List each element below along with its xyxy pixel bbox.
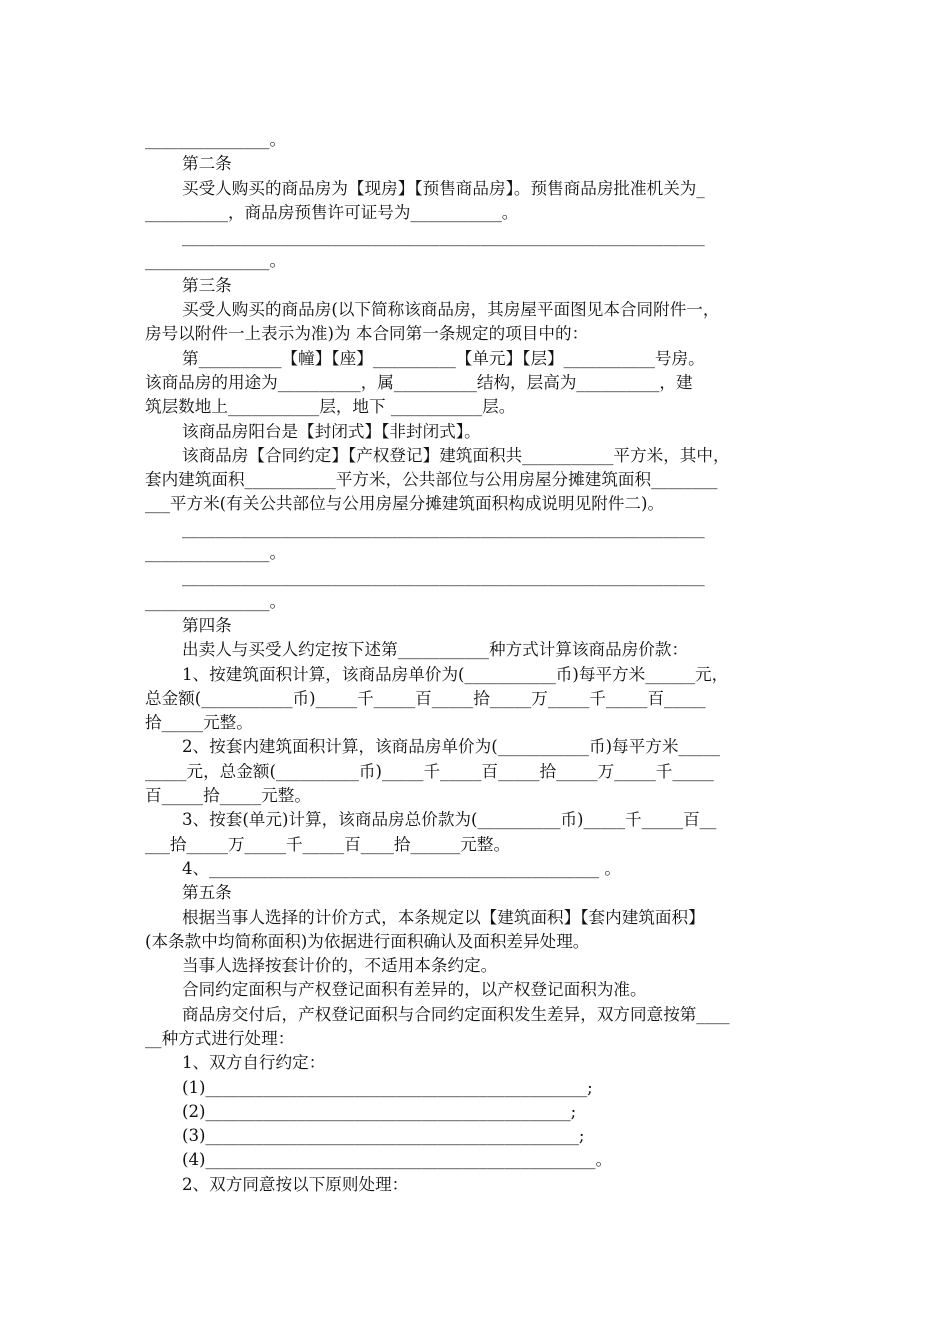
document-line: _______________。 <box>145 130 287 149</box>
document-line: 3、按套(单元)计算，该商品房总价款为(__________币)_____千_____百__ <box>182 810 717 830</box>
document-line: 第二条 <box>182 154 232 174</box>
document-line: 商品房交付后，产权登记面积与合同约定面积发生差异，双方同意按第____ <box>182 1004 730 1024</box>
document-line: 出卖人与买受人约定按下述第___________种方式计算该商品房价款： <box>182 640 689 660</box>
document-page <box>145 128 810 1197</box>
document-line: (2)____________________________________________; <box>182 1101 577 1121</box>
document-line: __种方式进行处理： <box>145 1028 295 1048</box>
document-line: 根据当事人选择的计价方式，本条规定以【建筑面积】【套内建筑面积】 <box>182 907 705 927</box>
document-line: 2、双方同意按以下原则处理： <box>182 1174 409 1194</box>
document-line: 该商品房阳台是【封闭式】【非封闭式】。 <box>182 421 481 441</box>
document-line: 第三条 <box>182 275 232 295</box>
document-line: (本条款中均简称面积)为依据进行面积确认及面积差异处理。 <box>145 931 590 951</box>
document-line: 2、按套内建筑面积计算，该商品房单价为(___________币)每平方米_____ <box>182 737 720 757</box>
document-line: 房号以附件一上表示为准)为 本合同第一条规定的项目中的： <box>145 324 589 344</box>
document-line: 第五条 <box>182 883 232 903</box>
document-line: 总金额(___________币)_____千_____百_____拾_____万_____千_____百_____ <box>145 688 706 708</box>
document-line: _______________。 <box>145 251 287 271</box>
document-line: _______________________________________________________________ <box>182 227 705 247</box>
document-line: (1)______________________________________________; <box>182 1077 593 1097</box>
document-line: 该商品房【合同约定】【产权登记】建筑面积共___________平方米，其中， <box>182 445 730 465</box>
document-line: ___拾_____万_____千_____百____拾______元整。 <box>145 834 511 854</box>
document-line: 4、_______________________________________________ 。 <box>182 858 621 878</box>
document-line: _______________________________________________________________ <box>182 567 705 587</box>
document-line: 拾_____元整。 <box>145 713 253 733</box>
document-line: _____元，总金额(__________币)_____千_____百_____拾_____万_____千_____ <box>145 761 714 781</box>
document-line: (3)_____________________________________________; <box>182 1126 585 1146</box>
document-line: 买受人购买的商品房(以下简称该商品房，其房屋平面图见本合同附件一， <box>182 300 720 320</box>
document-line: _______________。 <box>145 591 287 611</box>
document-line: (4)_______________________________________________。 <box>182 1150 613 1170</box>
document-line: 当事人选择按套计价的，不适用本条约定。 <box>182 956 498 976</box>
document-line: 买受人购买的商品房为【现房】【预售商品房】。预售商品房批准机关为_ <box>182 178 705 198</box>
document-line: _______________________________________________________________ <box>182 518 705 538</box>
document-line: ___平方米(有关公共部位与公用房屋分摊建筑面积构成说明见附件二)。 <box>145 494 665 514</box>
document-line: __________，商品房预售许可证号为___________。 <box>145 202 519 222</box>
document-line: _______________。 <box>145 543 287 563</box>
document-line: 合同约定面积与产权登记面积有差异的，以产权登记面积为准。 <box>182 980 647 1000</box>
document-line: 第__________【幢】【座】__________【单元】【层】___________号房。 <box>182 348 705 368</box>
document-line: 第四条 <box>182 615 232 635</box>
document-line: 套内建筑面积___________平方米，公共部位与公用房屋分摊建筑面积________ <box>145 470 718 490</box>
document-line: 筑层数地上___________层，地下 ___________层。 <box>145 397 516 417</box>
document-line: 该商品房的用途为__________，属__________结构，层高为__________，建 <box>145 372 693 392</box>
document-line: 1、按建筑面积计算，该商品房单价为(___________币)每平方米______元， <box>182 664 729 684</box>
document-line: 1、双方自行约定： <box>182 1053 326 1073</box>
document-line: 百_____拾_____元整。 <box>145 786 311 806</box>
